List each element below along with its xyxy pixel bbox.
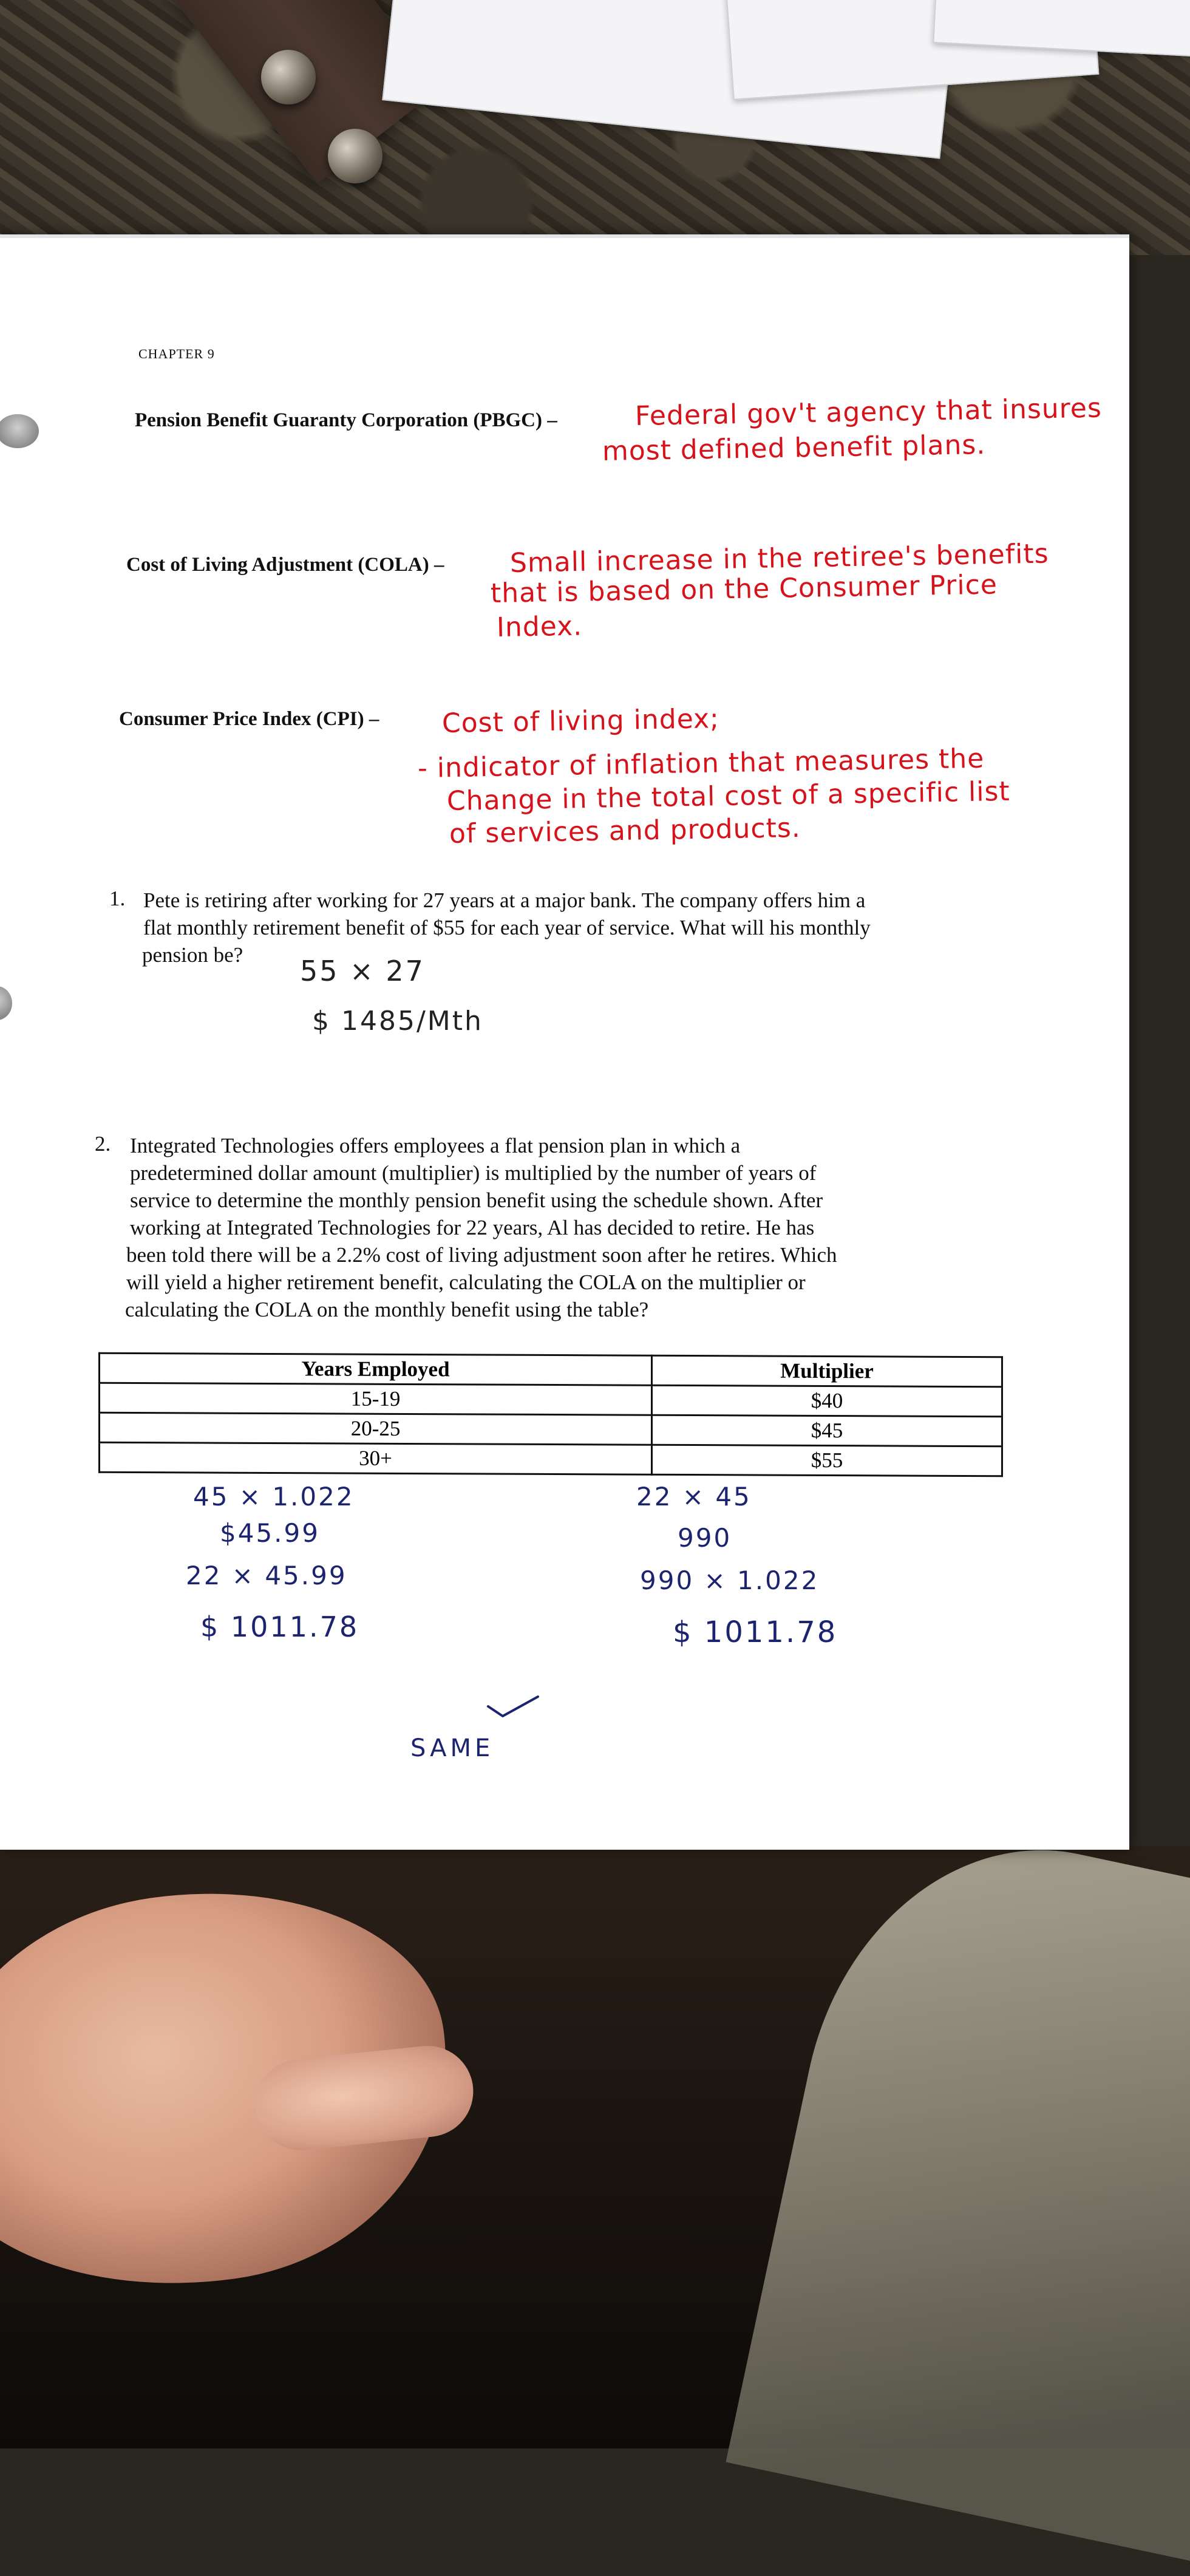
cpi-definition-line-4: of services and products. bbox=[449, 812, 801, 850]
table-row bbox=[100, 1442, 1002, 1476]
work-right-line-3: 990 × 1.022 bbox=[640, 1566, 820, 1595]
stacked-papers bbox=[389, 0, 1190, 134]
metal-stud bbox=[328, 129, 382, 183]
table-cell-years: 15-19 bbox=[100, 1383, 652, 1415]
cola-definition-line-1: Small increase in the retiree's benefits bbox=[509, 538, 1050, 579]
table-header-multiplier: Multiplier bbox=[652, 1355, 1002, 1387]
multiplier-table bbox=[98, 1352, 1003, 1477]
cola-definition-line-2: that is based on the Consumer Price bbox=[490, 569, 998, 609]
chapter-header: CHAPTER 9 bbox=[138, 346, 215, 361]
term-cpi: Consumer Price Index (CPI) – bbox=[119, 708, 379, 730]
table-cell-multiplier: $40 bbox=[652, 1385, 1002, 1417]
pbgc-definition-line-1: Federal gov't agency that insures bbox=[634, 392, 1103, 432]
work-left-line-4: $ 1011.78 bbox=[200, 1610, 359, 1643]
cpi-definition-line-3: Change in the total cost of a specific list bbox=[446, 775, 1011, 817]
metal-stud bbox=[261, 50, 316, 104]
work-left-line-3: 22 × 45.99 bbox=[186, 1561, 347, 1590]
table-cell-years: 20-25 bbox=[100, 1412, 652, 1445]
work-right-line-4: $ 1011.78 bbox=[673, 1615, 838, 1649]
table-cell-years: 30+ bbox=[100, 1442, 652, 1474]
cpi-definition-line-1: Cost of living index; bbox=[441, 703, 720, 739]
problem-1-text: Pete is retiring after working for 27 years at a major bank. The company offers him a flat monthly retirement benefit of $55 for each year of service. What will his monthly pension be? bbox=[142, 888, 871, 967]
table-header-years: Years Employed bbox=[100, 1353, 652, 1385]
cpi-definition-line-2: - indicator of inflation that measures the bbox=[417, 743, 985, 784]
punch-hole bbox=[0, 414, 39, 448]
work-right-line-2: 990 bbox=[678, 1523, 732, 1553]
problem-1-number: 1. bbox=[109, 887, 126, 910]
work-right-line-1: 22 × 45 bbox=[636, 1482, 752, 1511]
table-cell-multiplier: $45 bbox=[652, 1415, 1002, 1446]
problem-1-work-line-1: 55 × 27 bbox=[300, 955, 425, 987]
problem-1-work-line-2: $ 1485/Mth bbox=[312, 1006, 483, 1037]
table-row bbox=[100, 1412, 1002, 1446]
work-left-line-2: $45.99 bbox=[220, 1518, 320, 1548]
pbgc-definition-line-2: most defined benefit plans. bbox=[602, 429, 986, 467]
table-cell-multiplier: $55 bbox=[652, 1445, 1002, 1476]
term-cola: Cost of Living Adjustment (COLA) – bbox=[126, 554, 444, 576]
table-row bbox=[100, 1383, 1002, 1416]
problem-2-text: Integrated Technologies offers employees a flat pension plan in which a predetermined dollar amount (multiplier) is multiplied by the number of years of service to determine the monthly pension benefit using the schedule shown. After working at Integrated Technologies for 22 years, Al has decided to retire. He has been told there will be a 2.2% cost of living adjustment soon after he retires. Which will yield a higher retirement benefit, calculating the COLA on the multiplier or calculating the COLA on the monthly benefit using the table? bbox=[125, 1134, 837, 1321]
table-header-row bbox=[100, 1353, 1002, 1386]
answer-same: SAME bbox=[410, 1734, 494, 1762]
worksheet-paper bbox=[0, 234, 1129, 1850]
term-pbgc: Pension Benefit Guaranty Corporation (PBGC) – bbox=[135, 409, 557, 431]
punch-hole bbox=[0, 986, 12, 1020]
checkmark-icon bbox=[486, 1694, 540, 1719]
problem-2-number: 2. bbox=[95, 1132, 111, 1156]
work-left-line-1: 45 × 1.022 bbox=[193, 1482, 355, 1511]
cola-definition-line-3: Index. bbox=[496, 610, 583, 643]
